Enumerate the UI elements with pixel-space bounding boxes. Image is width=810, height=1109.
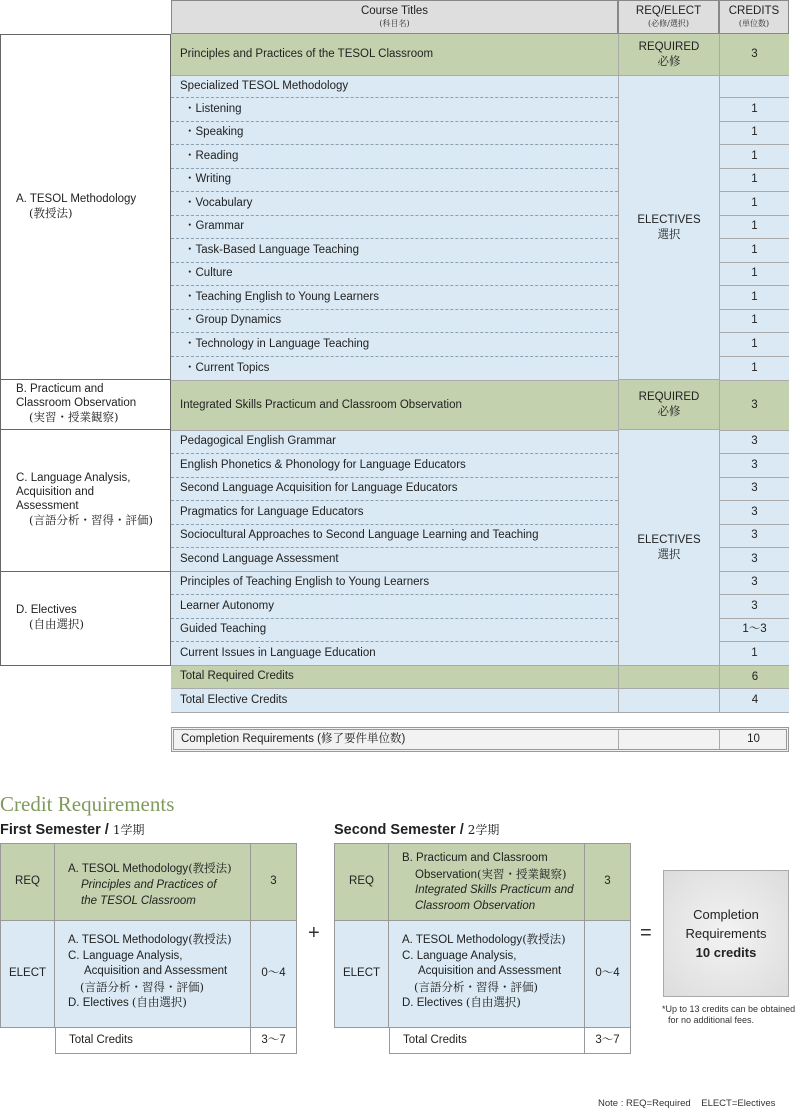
- second-elect-content: [389, 921, 584, 1028]
- total-required-row: [171, 666, 789, 689]
- second-semester-title-ja: 2学期: [467, 823, 500, 837]
- course-credits: 3: [719, 34, 789, 76]
- footnote-line2: for no additional fees.: [668, 1015, 755, 1025]
- header-credits-ja: (単位数): [738, 19, 770, 29]
- course-title-cell: [171, 478, 618, 501]
- second-elect-label: ELECT: [334, 921, 389, 1028]
- first-req-label: REQ: [0, 843, 55, 921]
- course-title-cell: [171, 501, 618, 525]
- total-elective-value: 4: [719, 689, 790, 713]
- first-elect-line5: D. Electives: [68, 997, 129, 1009]
- course-title: ・Reading: [184, 149, 239, 162]
- second-elect-line1: A. TESOL Methodology: [402, 934, 523, 946]
- header-course-titles-label: Course Titles: [360, 5, 429, 18]
- course-title: ・Speaking: [184, 126, 244, 139]
- second-req-line4: Classroom Observation: [415, 899, 536, 912]
- course-title-cell: [171, 145, 618, 169]
- first-req-credits: 3: [250, 843, 297, 921]
- course-title: Second Language Acquisition for Language Educators: [180, 482, 458, 495]
- completion-box-line2: Requirements: [685, 926, 767, 941]
- first-req-line1-ja: (教授法): [188, 861, 232, 875]
- total-elective-empty: [618, 689, 720, 713]
- plus-sign: +: [308, 922, 320, 944]
- group-c-name: C. Language Analysis, Acquisition and Assessment: [16, 472, 131, 512]
- second-total-value: 3～7: [584, 1028, 631, 1054]
- course-title-cell: [171, 310, 618, 333]
- second-req-content: [389, 843, 584, 921]
- elect-cell-cd-ja: 選択: [657, 546, 681, 561]
- course-title: Guided Teaching: [180, 623, 267, 636]
- second-elect-line2: C. Language Analysis,: [402, 949, 517, 962]
- first-elect-line1: A. TESOL Methodology: [68, 934, 189, 946]
- course-title-cell: [171, 333, 618, 357]
- first-total-value: 3～7: [250, 1028, 297, 1054]
- course-title-cell: [171, 357, 618, 381]
- course-credits: [719, 76, 789, 98]
- course-title-cell: [171, 454, 618, 478]
- course-title-cell: [171, 381, 618, 431]
- first-semester-title-ja: 1学期: [112, 823, 145, 837]
- first-elect-line5-ja: (自由選択): [131, 995, 187, 1009]
- course-title: ・Teaching English to Young Learners: [184, 290, 380, 303]
- header-course-titles-ja: (科目名): [379, 19, 410, 29]
- course-title: Integrated Skills Practicum and Classroom Observation: [180, 398, 462, 411]
- total-elective-label: Total Elective Credits: [180, 693, 288, 706]
- req-cell-b-label: REQUIRED: [638, 390, 700, 403]
- total-required-label: Total Required Credits: [180, 670, 294, 683]
- course-title-cell: [171, 192, 618, 216]
- course-title: ・Technology in Language Teaching: [184, 337, 370, 350]
- second-total-label: Total Credits: [389, 1028, 584, 1054]
- completion-empty: [618, 730, 720, 749]
- course-credits: 3: [719, 478, 789, 501]
- second-req-line2: Observation: [415, 868, 478, 881]
- first-semester-title: [0, 821, 144, 838]
- second-elect-line5: D. Electives: [402, 997, 463, 1009]
- group-d-ja: (自由選択): [29, 617, 84, 631]
- course-title-cell: [171, 642, 618, 666]
- second-elect-line1-ja: (教授法): [522, 932, 566, 946]
- course-title: Current Issues in Language Education: [180, 646, 376, 659]
- group-b-name: B. Practicum and Classroom Observation: [16, 383, 137, 410]
- first-elect-line2: C. Language Analysis,: [68, 949, 183, 962]
- course-credits: 1: [719, 310, 789, 333]
- course-credits: 3: [719, 381, 789, 431]
- course-title-cell: [171, 239, 618, 263]
- credit-requirements-title: Credit Requirements: [0, 792, 175, 816]
- first-req-line2: Principles and Practices of: [81, 879, 217, 891]
- course-title-cell: [171, 572, 618, 595]
- course-title: ・Task-Based Language Teaching: [184, 243, 359, 256]
- course-title: Specialized TESOL Methodology: [180, 79, 349, 92]
- course-credits: 1: [719, 642, 789, 666]
- course-title-cell: [171, 525, 618, 548]
- completion-box-line1: Completion: [693, 907, 759, 922]
- course-title-cell: [171, 286, 618, 310]
- first-elect-line1-ja: (教授法): [188, 932, 232, 946]
- course-title: Pragmatics for Language Educators: [180, 505, 364, 518]
- bottom-note: Note : REQ=Required ELECT=Electives: [598, 1098, 776, 1109]
- course-credits: 1: [719, 145, 789, 169]
- footnote: [662, 1004, 795, 1026]
- course-title-cell: [171, 122, 618, 145]
- second-req-label: REQ: [334, 843, 389, 921]
- course-title: ・Culture: [184, 267, 233, 280]
- course-title: Principles of Teaching English to Young Learners: [180, 576, 430, 589]
- total-elective-row: [171, 689, 789, 713]
- first-elect-line4: (言語分析・習得・評価): [80, 979, 204, 994]
- group-c-ja: (言語分析・習得・評価): [29, 512, 153, 527]
- equals-sign: =: [640, 922, 652, 944]
- req-cell-b: [618, 380, 719, 430]
- course-title-cell: [171, 34, 618, 76]
- req-cell-a: [618, 34, 719, 76]
- req-cell-a-ja: 必修: [657, 53, 681, 68]
- course-credits: 1: [719, 122, 789, 145]
- course-title-cell: [171, 619, 618, 642]
- req-cell-b-ja: 必修: [657, 403, 681, 418]
- completion-box: [663, 870, 789, 997]
- course-title-cell: [171, 169, 618, 192]
- course-title-cell: [171, 431, 618, 454]
- first-semester-title-en: First Semester /: [0, 822, 113, 838]
- header-credits: [719, 0, 789, 34]
- course-credits: 3: [719, 454, 789, 478]
- second-req-credits: 3: [584, 843, 631, 921]
- course-title: Sociocultural Approaches to Second Language Learning and Teaching: [180, 529, 539, 542]
- group-c-cell: [0, 430, 171, 572]
- second-elect-credits: 0～4: [584, 921, 631, 1028]
- course-credits: 1: [719, 286, 789, 310]
- first-elect-line3: Acquisition and Assessment: [84, 965, 228, 977]
- footnote-line1: *Up to 13 credits can be obtained: [662, 1004, 796, 1014]
- second-semester-title-en: Second Semester /: [334, 822, 468, 838]
- course-credits: 3: [719, 548, 789, 572]
- header-req-elect-ja: (必修/選択): [648, 19, 689, 29]
- course-title: English Phonetics & Phonology for Language Educators: [180, 458, 466, 471]
- total-required-empty: [618, 666, 720, 689]
- group-d-cell: [0, 572, 171, 666]
- group-b-cell: [0, 380, 171, 430]
- course-title-cell: [171, 263, 618, 286]
- completion-label: Completion Requirements (修了要件単位数): [181, 732, 406, 745]
- second-req-line1: B. Practicum and Classroom: [402, 852, 548, 864]
- course-credits: 1: [719, 169, 789, 192]
- second-elect-line5-ja: (自由選択): [465, 995, 521, 1009]
- course-credits: 1: [719, 98, 789, 122]
- first-elect-content: [55, 921, 250, 1028]
- course-credits: 3: [719, 572, 789, 595]
- course-credits: 1: [719, 263, 789, 286]
- header-req-elect-label: REQ/ELECT: [635, 5, 702, 18]
- course-credits: 1: [719, 192, 789, 216]
- course-credits: 1: [719, 216, 789, 239]
- course-title: ・Vocabulary: [184, 196, 253, 209]
- course-title-cell: [171, 98, 618, 122]
- total-required-value: 6: [719, 666, 790, 689]
- course-title: Principles and Practices of the TESOL Classroom: [180, 47, 434, 60]
- course-credits: 1～3: [719, 619, 789, 642]
- course-credits: 3: [719, 595, 789, 619]
- first-elect-credits: 0～4: [250, 921, 297, 1028]
- second-req-line3: Integrated Skills Practicum and: [415, 884, 574, 896]
- course-credits: 3: [719, 501, 789, 525]
- group-d-name: D. Electives: [16, 604, 77, 617]
- course-title: ・Current Topics: [184, 361, 270, 374]
- course-title: ・Listening: [184, 102, 242, 115]
- req-cell-a-label: REQUIRED: [638, 40, 700, 53]
- course-credits: 1: [719, 333, 789, 357]
- course-title: Second Language Assessment: [180, 552, 339, 565]
- second-semester-title: [334, 821, 499, 838]
- second-req-line2-ja: (実習・授業観察): [477, 866, 567, 881]
- elect-cell-cd: [618, 430, 719, 666]
- course-title-cell: [171, 216, 618, 239]
- course-title: Learner Autonomy: [180, 599, 274, 612]
- second-elect-line3: Acquisition and Assessment: [418, 965, 562, 977]
- course-title-cell: [171, 595, 618, 619]
- completion-value: 10: [719, 730, 787, 749]
- group-a-cell: [0, 34, 171, 380]
- first-elect-label: ELECT: [0, 921, 55, 1028]
- group-b-ja: (実習・授業観察): [29, 409, 119, 424]
- course-title-cell: [171, 548, 618, 572]
- course-title: Pedagogical English Grammar: [180, 435, 336, 448]
- header-credits-label: CREDITS: [728, 5, 780, 18]
- first-req-line3: the TESOL Classroom: [81, 895, 196, 907]
- course-title: ・Writing: [184, 173, 232, 186]
- completion-row: [171, 727, 789, 752]
- course-title-cell: [171, 76, 618, 98]
- first-total-label: Total Credits: [55, 1028, 250, 1054]
- course-title: ・Grammar: [184, 220, 245, 233]
- course-credits: 1: [719, 239, 789, 263]
- course-credits: 3: [719, 431, 789, 454]
- group-a-name: A. TESOL Methodology: [16, 192, 137, 205]
- elect-cell-cd-label: ELECTIVES: [637, 533, 701, 546]
- second-elect-line4: (言語分析・習得・評価): [414, 979, 538, 994]
- elect-cell-a: [618, 76, 719, 380]
- course-credits: 1: [719, 357, 789, 381]
- first-req-content: [55, 843, 250, 921]
- course-title: ・Group Dynamics: [184, 314, 282, 327]
- elect-cell-a-ja: 選択: [657, 226, 681, 241]
- completion-box-line3: 10 credits: [695, 945, 757, 960]
- group-a-ja: (教授法): [29, 205, 73, 220]
- header-req-elect: [618, 0, 719, 34]
- first-req-line1: A. TESOL Methodology: [68, 863, 189, 875]
- header-course-titles: [171, 0, 618, 34]
- course-credits: 3: [719, 525, 789, 548]
- elect-cell-a-label: ELECTIVES: [637, 213, 701, 226]
